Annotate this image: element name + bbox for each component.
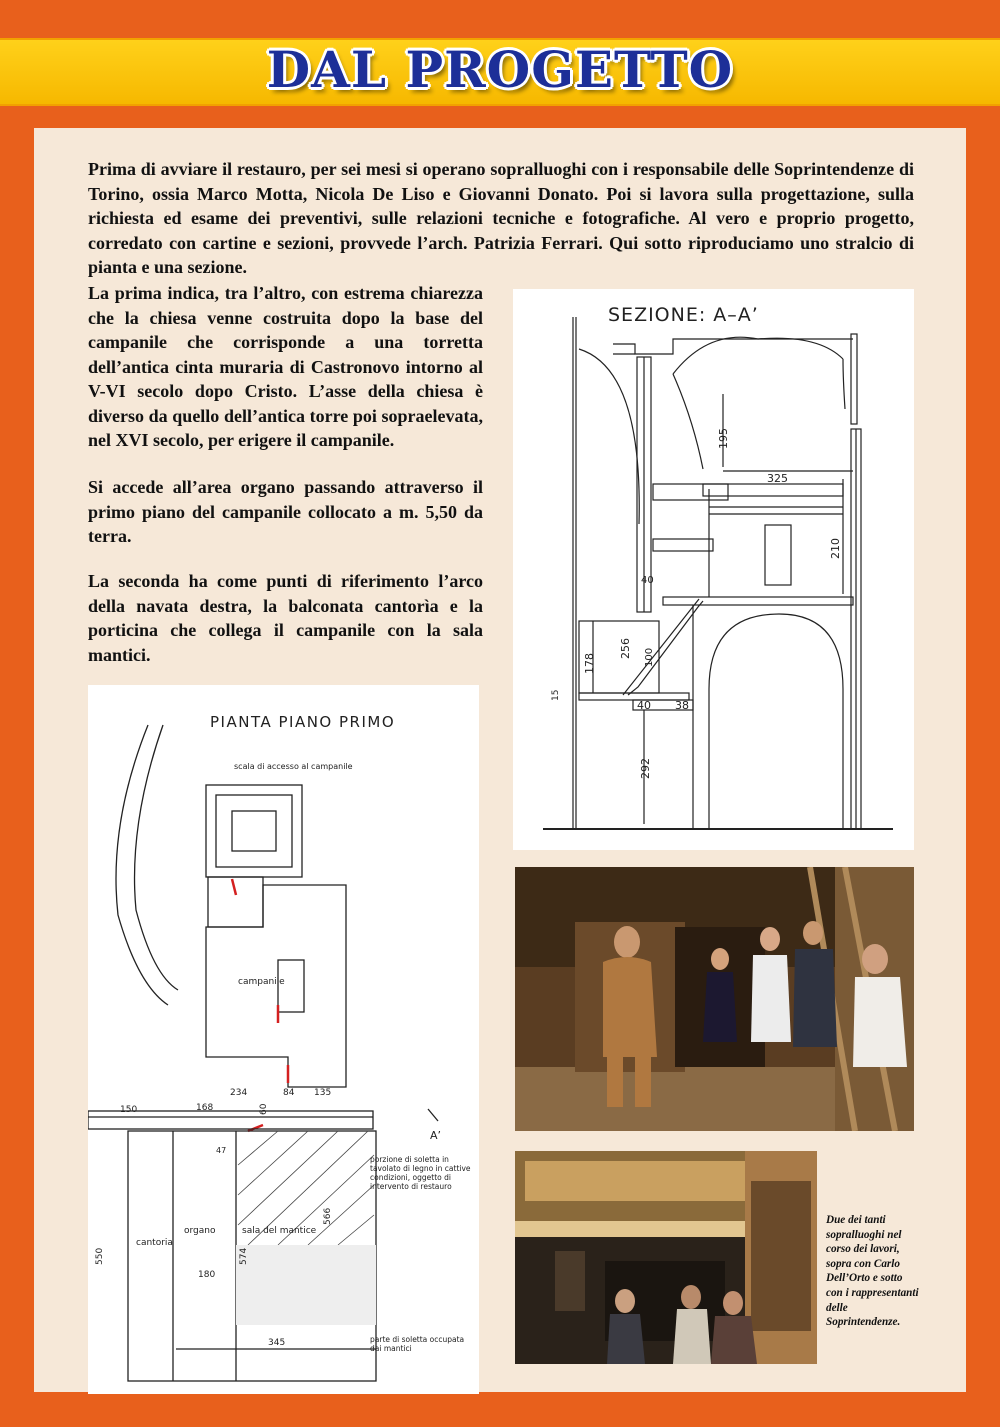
- dim-47: 47: [216, 1146, 227, 1155]
- plan-drawing: [88, 685, 479, 1394]
- paragraph-1: La prima indica, tra l’altro, con estrema chiarezza che la chiesa venne costruita dopo la base del campanile che corrisponde a una torretta dell’antica cinta muraria di Castronovo intorno al V-VI secolo dopo Cristo. L’asse della chiesa è diverso da quello dell’antica torre poi sopraelevata, nel XVI secolo, per erigere il campanile.: [88, 283, 483, 450]
- dim-38: 38: [675, 699, 689, 712]
- paragraph-2: Si accede all’area organo passando attraverso il primo piano del campanile collocato a m. 5,50 da terra.: [88, 477, 483, 546]
- organo-label: organo: [184, 1226, 216, 1236]
- stair-note: scala di accesso al campanile: [234, 762, 353, 771]
- dim-210: 210: [829, 538, 842, 559]
- dim-100: 100: [644, 647, 655, 667]
- note-mantici: parte di soletta occupata dai mantici: [370, 1335, 465, 1353]
- dim-195: 195: [717, 428, 730, 449]
- dim-150: 150: [120, 1105, 138, 1115]
- section-drawing: [513, 289, 914, 850]
- section-mark: A’: [430, 1129, 442, 1142]
- note-soletta: porzione di soletta in tavolato di legno in cattive condizioni, oggetto di intervento di restauro: [370, 1155, 471, 1191]
- dim-325: 325: [767, 472, 788, 485]
- dim-40-top: 40: [641, 575, 654, 586]
- dim-256: 256: [619, 638, 632, 659]
- dim-135: 135: [314, 1088, 332, 1098]
- dim-234: 234: [230, 1088, 248, 1098]
- dim-180: 180: [198, 1270, 216, 1280]
- dim-550: 550: [95, 1247, 105, 1265]
- campanile-label: campanile: [238, 977, 285, 987]
- paragraph-3: La seconda ha come punti di riferimento l’arco della navata destra, la balconata cantorìa e la porticina che collega il campanile con la sala mantici.: [88, 571, 483, 665]
- dim-566: 566: [323, 1207, 333, 1225]
- dim-84: 84: [283, 1088, 295, 1098]
- section-title: SEZIONE: A–A’: [608, 304, 759, 326]
- dim-40-bottom: 40: [637, 699, 651, 712]
- sala-label: sala del mantice: [242, 1226, 317, 1236]
- dim-15: 15: [551, 689, 561, 701]
- page-title: DAL PROGETTO: [266, 40, 734, 99]
- dim-60: 60: [259, 1103, 269, 1115]
- dim-574: 574: [239, 1247, 249, 1265]
- intro-text: Prima di avviare il restauro, per sei mesi si operano sopralluoghi con i responsabile delle Soprintendenze di Torino, ossia Marco Motta, Nicola De Liso e Giovanni Donato. Poi si lavora sulla progettazione, sulla richiesta ed esame dei preventivi, sulle relazioni tecniche e fotografiche. Al vero e proprio progetto, corredato con cartine e sezioni, provvede l’arch. Patrizia Ferrari. Qui sotto riproduciamo uno stralcio di pianta e una sezione.: [88, 159, 914, 277]
- site-visit-photo-1: [515, 867, 914, 1131]
- dim-178: 178: [583, 653, 596, 674]
- dim-168: 168: [196, 1103, 214, 1113]
- dim-345: 345: [268, 1338, 286, 1348]
- dim-292: 292: [639, 758, 652, 779]
- photo-caption: Due dei tanti sopralluoghi nel corso dei lavori, sopra con Carlo Dell’Orto e sotto con i rappresentanti delle Soprintendenze.: [826, 1214, 919, 1329]
- site-visit-photo-2: [515, 1151, 817, 1364]
- plan-title: PIANTA PIANO PRIMO: [210, 713, 396, 731]
- cantoria-label: cantoria: [136, 1238, 173, 1248]
